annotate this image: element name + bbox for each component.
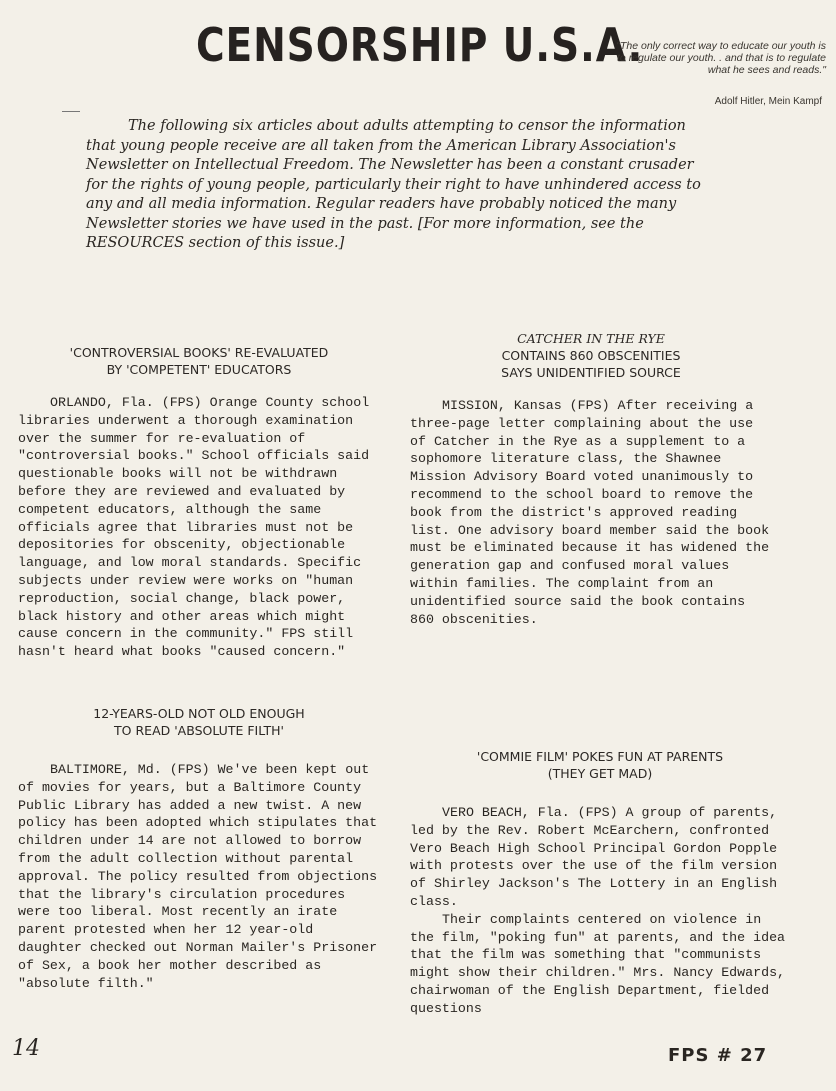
article-commie-film xyxy=(410,748,790,1018)
article-headline xyxy=(410,748,790,782)
headline-line: TO READ 'ABSOLUTE FILTH' xyxy=(114,723,284,738)
article-paragraph: Their complaints centered on violence in the film, "poking fun" at parents, and the idea that the film was something that "communists might show their children." Mrs. Nancy Edwards, chairwoman of the English Department, fielded questions xyxy=(410,911,786,1016)
article-body xyxy=(410,397,772,628)
masthead-title: CENSORSHIP U.S.A. xyxy=(196,18,644,72)
article-headline xyxy=(18,344,380,378)
article-controversial-books xyxy=(18,344,380,661)
issue-number: FPS # 27 xyxy=(668,1045,768,1066)
intro-paragraph xyxy=(86,117,706,254)
epigraph-attribution: Adolf Hitler, Mein Kampf xyxy=(714,96,822,107)
article-body xyxy=(18,394,380,661)
headline-line: CONTAINS 860 OBSCENITIES xyxy=(501,348,681,363)
margin-mark xyxy=(62,111,80,112)
article-body xyxy=(18,761,380,992)
article-catcher-in-the-rye xyxy=(410,330,772,628)
article-paragraph: BALTIMORE, Md. (FPS) We've been kept out of movies for years, but a Baltimore County Public Library has added a new twist. A new policy has been adopted which stipulates that children under 14 are not allowed to borrow from the adult collection without parental approval. The policy resulted from objections that the library's circulation procedures were too liberal. Most recently an irate parent protested when her 12 year-old daughter checked out Norman Mailer's Prisoner of Sex, a book her mother described as "absolute filth." xyxy=(18,762,378,991)
headline-line: 12-YEARS-OLD NOT OLD ENOUGH xyxy=(93,706,305,721)
article-headline xyxy=(410,330,772,381)
headline-line: 'CONTROVERSIAL BOOKS' RE-EVALUATED xyxy=(69,345,329,360)
article-paragraph: ORLANDO, Fla. (FPS) Orange County school libraries underwent a thorough examination over the summer for re-evaluation of "controversial books." School officials said questionable books will not be withdrawn before they are reviewed and evaluated by competent educators, although the same officials agree that libraries must not be depositories for obscenity, objectionable language, and low moral standards. Specific subjects under review were works on "human reproduction, social change, black power, black history and other areas which might cause concern in the community." FPS still hasn't heard what books "caused concern." xyxy=(18,395,370,660)
headline-line: CATCHER IN THE RYE xyxy=(517,331,665,346)
headline-line: 'COMMIE FILM' POKES FUN AT PARENTS xyxy=(476,749,724,764)
article-absolute-filth xyxy=(18,705,380,992)
headline-line: SAYS UNIDENTIFIED SOURCE xyxy=(501,365,681,380)
epigraph-quote: "The only correct way to educate our youth is to regulate our youth. . and that is to regulate what he sees and reads." xyxy=(616,40,826,76)
headline-line: BY 'COMPETENT' EDUCATORS xyxy=(106,362,292,377)
article-paragraph: VERO BEACH, Fla. (FPS) A group of parents, led by the Rev. Robert McEarchern, confronted Vero Beach High School Principal Gordon Popple with protests over the use of the film version of Shirley Jackson's The Lottery in an English class. xyxy=(410,805,778,909)
intro-text: The following six articles about adults attempting to censor the information that young people receive are all taken from the American Library Association's Newsletter on Intellectual Freedom. The Newsletter has been a constant crusader for the rights of young people, particularly their right to have unhindered access to any and all media information. Regular readers have probably noticed the many Newsletter stories we have used in the past. [For more information, see the RESOURCES section of this issue.] xyxy=(86,118,701,251)
page-number: 14 xyxy=(12,1036,40,1061)
headline-line: (THEY GET MAD) xyxy=(547,766,653,781)
article-body xyxy=(410,804,790,1018)
article-paragraph: MISSION, Kansas (FPS) After receiving a three-page letter complaining about the use of Catcher in the Rye as a supplement to a sophomore literature class, the Shawnee Mission Advisory Board voted unanimously to recommend to the school board to remove the book from the district's approved reading list. One advisory board member said the book must be eliminated because it has widened the generation gap and confused moral values within families. The complaint from an unidentified source said the book contains 860 obscenities. xyxy=(410,398,770,627)
article-headline xyxy=(18,705,380,739)
